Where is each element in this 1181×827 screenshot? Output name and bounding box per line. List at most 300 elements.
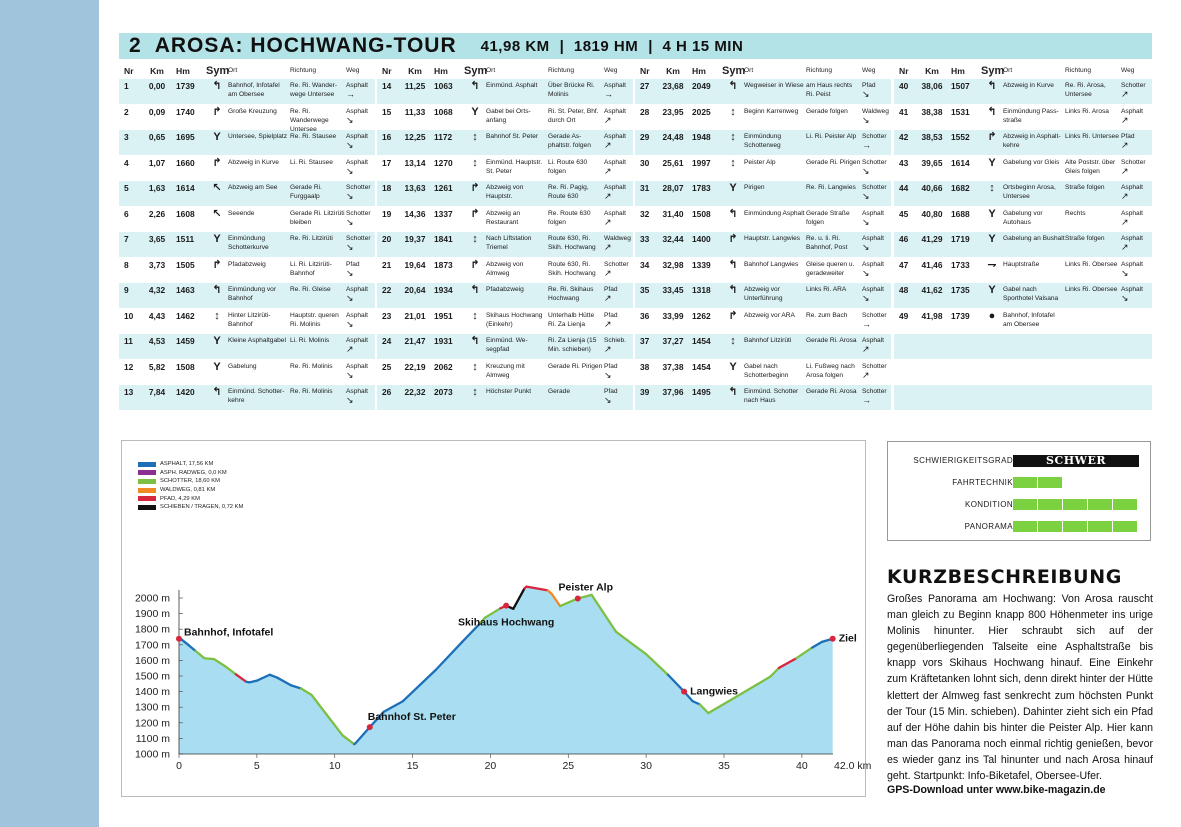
rating-segment [1063, 477, 1088, 488]
cell-weg: Asphalt ↘ [346, 158, 375, 181]
cell-hm: 1733 [951, 259, 970, 270]
table-row [377, 129, 633, 155]
cell-sym: ↱ [212, 156, 222, 169]
cell-richtung: Straße folgen [1065, 184, 1105, 191]
x-tick-label: 15 [406, 760, 419, 772]
cell-hm: 1841 [434, 234, 453, 244]
column-header-nr: Nr [899, 65, 909, 76]
cell-weg: Asphalt ↗ [604, 107, 633, 130]
cell-richtung: Gerade Ri. Pirigen [806, 158, 861, 166]
cell-richtung: Gleise queren u. geradeweiter [806, 260, 855, 277]
waypoint-label: Skihaus Hochwang [458, 616, 555, 629]
direction-arrow-icon: ↗ [604, 318, 612, 329]
cell-richtung: Re. Route 630 folgen [548, 209, 591, 226]
cell-ort: Einmünd. Asphalt [486, 82, 538, 89]
y-tick-label: 1200 m [134, 717, 170, 730]
cell-nr: 49 [899, 310, 909, 321]
direction-arrow-icon: ↘ [346, 318, 354, 329]
cell-richtung: Links Ri. Untersee [1065, 133, 1119, 140]
cell-km: 3,65 [148, 234, 166, 244]
cell-ort: Große Kreuzung [228, 107, 277, 115]
cell-km: 32,98 [662, 259, 684, 270]
rating-segment [1113, 499, 1138, 510]
cell-nr: 33 [640, 234, 650, 244]
difficulty-box [887, 441, 1151, 541]
cell-hm: 1614 [176, 183, 195, 193]
cell-nr: 47 [899, 259, 909, 270]
cell-nr: 16 [382, 132, 392, 142]
cell-nr: 15 [382, 106, 392, 117]
table-row [894, 78, 1152, 104]
direction-arrow-icon: ↘ [346, 267, 354, 278]
cell-weg: Asphalt ↘ [346, 285, 375, 308]
y-tick-label: 1600 m [134, 654, 170, 667]
cell-richtung: Gerade Ri. Furggaalp [290, 184, 322, 200]
cell-richtung [1065, 311, 1121, 334]
waypoint-marker [367, 724, 373, 730]
cell-hm: 2062 [434, 361, 453, 372]
cell-weg: Asphalt ↗ [1121, 107, 1150, 130]
cell-ort: Abzweig vor ARA [744, 311, 795, 319]
direction-arrow-icon: → [862, 395, 871, 405]
cell-ort: Abzweig von Almweg [486, 260, 524, 277]
cell-richtung: Gerade Ri. Litzirüti bleiben [290, 209, 345, 226]
cell-sym: ↱ [470, 258, 480, 271]
cell-ort: Abzweig an Restaurant [486, 209, 521, 226]
table-row [635, 155, 891, 181]
table-row [894, 333, 1152, 359]
column-header-richtung: Richtung [548, 67, 575, 74]
cell-hm: 1420 [176, 387, 195, 397]
cell-richtung: Links Ri. Obersee [1065, 286, 1118, 293]
profile-area [179, 587, 833, 754]
cell-weg: Schotter ↘ [346, 183, 375, 206]
cell-km: 11,33 [404, 106, 426, 117]
cell-hm: 1507 [951, 81, 970, 91]
cell-hm: 1682 [951, 183, 970, 193]
cell-hm: 1552 [951, 132, 970, 142]
column-header-sym: Sym [981, 64, 1005, 77]
cell-km: 37,96 [662, 387, 684, 397]
rating-segment [1038, 499, 1063, 510]
cell-sym: ↰ [470, 80, 480, 92]
table-header [894, 63, 1152, 78]
cell-weg: Asphalt ↘ [346, 132, 375, 155]
cell-hm: 1948 [692, 132, 711, 142]
cell-hm: 1508 [176, 361, 195, 372]
cell-km: 41,98 [921, 310, 943, 321]
waypoint-marker [681, 689, 687, 695]
cell-sym: Y [988, 284, 996, 296]
cell-sym: ↕ [730, 156, 736, 169]
cell-weg: Pfad ↗ [604, 285, 633, 308]
gps-download-note: GPS-Download unter www.bike-magazin.de [887, 784, 1106, 796]
cell-ort: Höchster Punkt [486, 388, 532, 395]
direction-arrow-icon: ↗ [862, 344, 870, 354]
cell-weg: Schotter → [862, 132, 891, 155]
cell-km: 22,19 [404, 361, 426, 372]
cell-km: 38,06 [921, 81, 943, 91]
cell-nr: 30 [640, 157, 650, 168]
legend-item [138, 469, 243, 478]
cell-richtung: Re. Ri. Stausee [290, 133, 337, 140]
cell-weg: Asphalt ↗ [1121, 234, 1150, 257]
cell-richtung: Re. Ri. Skihaus Hochwang [548, 286, 594, 302]
cell-sym: ↕ [472, 360, 478, 373]
table-row [377, 333, 633, 359]
legend-item [138, 503, 243, 512]
cell-km: 38,38 [921, 106, 943, 117]
x-tick-label: 5 [253, 760, 260, 772]
cell-km: 37,27 [662, 336, 684, 346]
cell-sym: ↕ [472, 156, 478, 169]
cell-sym: ↰ [728, 80, 738, 92]
cell-nr: 38 [640, 361, 650, 372]
cell-km: 1,07 [148, 157, 166, 168]
cell-km: 25,61 [662, 157, 684, 168]
difficulty-row-label: PANORAMA [964, 522, 1013, 531]
cell-km: 19,37 [404, 234, 426, 244]
rating-segment [1113, 477, 1138, 488]
cell-hm: 1339 [692, 259, 711, 270]
cell-ort: Gabelung vor Gleis [1003, 158, 1060, 166]
difficulty-row-panorama [888, 519, 1150, 534]
cell-weg: Asphalt ↘ [346, 387, 375, 410]
x-tick-label: 40 [796, 760, 808, 772]
cell-sym: Y [729, 360, 737, 373]
table-row [377, 359, 633, 385]
cell-richtung: Re. Ri. Gleise [290, 286, 331, 293]
table-row [894, 206, 1152, 232]
rating-segment [1088, 499, 1113, 510]
cell-nr: 4 [124, 157, 129, 168]
cell-nr: 9 [124, 285, 129, 295]
cell-weg: Pfad ↘ [604, 387, 633, 410]
direction-arrow-icon: ↗ [1121, 242, 1129, 252]
tour-distance: 41,98 KM [480, 37, 550, 55]
y-tick-label: 1500 m [134, 670, 170, 683]
cell-ort: Bahnhof St. Peter [486, 133, 539, 140]
cell-nr: 20 [382, 234, 392, 244]
waypoint-table-column [377, 63, 633, 409]
cell-weg: Pfad ↗ [1121, 132, 1150, 155]
cell-weg: Schotter ↘ [346, 209, 375, 232]
cell-hm: 1531 [951, 106, 970, 117]
cell-hm: 1505 [176, 259, 195, 270]
cell-richtung: Li. Ri. Stausee [290, 158, 333, 166]
cell-km: 37,38 [662, 361, 684, 372]
cell-weg: Waldweg ↗ [604, 234, 633, 257]
direction-arrow-icon: ↘ [346, 395, 354, 405]
table-row [119, 78, 375, 104]
tour-name: AROSA: HOCHWANG-TOUR [154, 34, 457, 57]
direction-arrow-icon: ↘ [862, 216, 870, 227]
cell-richtung: Li. Ri. Peister Alp [806, 133, 857, 140]
cell-ort: Bahnhof Litzirüti [744, 337, 792, 344]
cell-sym: ↕ [730, 131, 736, 143]
cell-richtung: Route 630, Ri. Skih. Hochwang [548, 260, 596, 277]
x-tick-label: 35 [718, 760, 730, 772]
direction-arrow-icon: ↘ [862, 114, 870, 125]
table-row [377, 180, 633, 206]
cell-hm: 1739 [176, 81, 195, 91]
cell-sym: Y [988, 207, 996, 220]
cell-weg: Asphalt ↗ [1121, 183, 1150, 206]
direction-arrow-icon: ↗ [346, 344, 354, 354]
cell-nr: 36 [640, 310, 650, 321]
cell-km: 11,25 [404, 81, 426, 91]
cell-weg: Schotter ↘ [862, 158, 891, 181]
cell-km: 23,95 [662, 106, 684, 117]
direction-arrow-icon: ↗ [604, 140, 612, 150]
cell-sym: ↕ [730, 105, 736, 118]
cell-weg: Schotter ↘ [346, 234, 375, 257]
cell-nr: 46 [899, 234, 909, 244]
cell-nr: 3 [124, 132, 129, 142]
cell-ort: Gabel bei Orts-anfang [486, 107, 531, 124]
legend-item [138, 477, 243, 486]
cell-weg: Asphalt ↘ [862, 234, 891, 257]
direction-arrow-icon: ↗ [604, 114, 612, 125]
cell-km: 40,66 [921, 183, 943, 193]
table-row [377, 231, 633, 257]
cell-richtung: Gerade As-phaltstr. folgen [548, 133, 591, 149]
difficulty-grade-value: SCHWER [1013, 455, 1139, 467]
direction-arrow-icon: ↘ [862, 242, 870, 252]
direction-arrow-icon: ↗ [604, 293, 612, 303]
cell-richtung: Ri. Za Lienja (15 Min. schieben) [548, 337, 597, 353]
cell-ort: Einmünd. Hauptstr. St. Peter [486, 158, 543, 175]
table-row [377, 308, 633, 334]
cell-weg: Asphalt ↗ [862, 336, 891, 359]
difficulty-row-fahrtechnik [888, 475, 1150, 490]
waypoint-label: Ziel [838, 632, 857, 645]
cell-richtung: Li. Route 630 folgen [548, 158, 588, 175]
cell-nr: 42 [899, 132, 909, 142]
cell-nr: 23 [382, 310, 392, 321]
cell-km: 33,99 [662, 310, 684, 321]
table-row [119, 333, 375, 359]
cell-richtung: Links Ri. Arosa [1065, 107, 1109, 115]
cell-ort: Kreuzung mit Almweg [486, 362, 525, 379]
cell-hm: 1508 [692, 208, 711, 219]
cell-richtung: Gerade Ri. Pirigen [548, 362, 603, 370]
table-row [377, 257, 633, 283]
rating-segment [1013, 499, 1038, 510]
cell-sym: ↱ [728, 233, 738, 245]
cell-richtung: Re. Ri. Molinis [290, 388, 333, 395]
waypoint-label: Bahnhof, Infotafel [184, 626, 274, 639]
cell-hm: 1318 [692, 285, 711, 295]
cell-sym: ↰ [470, 335, 480, 347]
cell-nr: 19 [382, 208, 392, 219]
table-row [377, 155, 633, 181]
cell-km: 3,73 [148, 259, 166, 270]
cell-ort: Ortsbeginn Arosa, Untersee [1003, 184, 1056, 200]
table-row [894, 359, 1152, 385]
cell-richtung: Gerade Straße folgen [806, 209, 850, 226]
difficulty-row-kondition [888, 497, 1150, 512]
table-row [894, 104, 1152, 130]
cell-sym: ↰ [728, 258, 738, 271]
cell-km: 19,64 [404, 259, 426, 270]
cell-hm: 1463 [176, 285, 195, 295]
cell-nr: 14 [382, 81, 392, 91]
cell-richtung: Re. u. li. Ri. Bahnhof, Post [806, 235, 848, 251]
cell-ort: Wegweiser in Wiese [744, 82, 804, 89]
legend-swatch [138, 479, 156, 484]
column-header-ort: Ort [228, 67, 238, 74]
direction-arrow-icon: ↗ [1121, 89, 1129, 99]
cell-nr: 39 [640, 387, 650, 397]
direction-arrow-icon: ↘ [862, 89, 870, 99]
waypoint-tables [119, 63, 1152, 409]
cell-nr: 32 [640, 208, 650, 219]
cell-hm: 1739 [951, 310, 970, 321]
table-row [377, 282, 633, 308]
cell-km: 2,26 [148, 208, 166, 219]
table-row [635, 257, 891, 283]
cell-sym: ↱ [212, 105, 222, 118]
cell-hm: 1934 [434, 285, 453, 295]
cell-weg: Asphalt → [346, 81, 375, 104]
cell-weg: Waldweg ↘ [862, 107, 891, 130]
tour-duration: 4 H 15 MIN [662, 37, 744, 55]
cell-ort: Einmündung Schotterkurve [228, 235, 269, 251]
cell-nr: 45 [899, 208, 909, 219]
rating-segment [1013, 521, 1038, 532]
legend-item [138, 460, 243, 469]
cell-ort: Pfadabzweig [228, 260, 266, 268]
table-row [894, 257, 1152, 283]
cell-hm: 1495 [692, 387, 711, 397]
table-row [377, 206, 633, 232]
cell-km: 23,68 [662, 81, 684, 91]
cell-hm: 1511 [176, 234, 195, 244]
cell-richtung: Re. Ri. Wander-wege Untersee [290, 82, 338, 98]
cell-hm: 2025 [692, 106, 711, 117]
direction-arrow-icon: ↗ [1121, 216, 1129, 227]
y-tick-label: 2000 m [134, 592, 170, 605]
cell-nr: 31 [640, 183, 650, 193]
cell-km: 20,64 [404, 285, 426, 295]
cell-hm: 1270 [434, 157, 453, 168]
table-row [894, 155, 1152, 181]
cell-weg: Asphalt ↘ [346, 107, 375, 130]
cell-hm: 1614 [951, 157, 970, 168]
legend-swatch [138, 470, 156, 475]
cell-nr: 25 [382, 361, 392, 372]
cell-km: 21,47 [404, 336, 426, 346]
cell-nr: 11 [124, 336, 133, 346]
table-row [119, 180, 375, 206]
direction-arrow-icon: ↘ [862, 165, 870, 176]
direction-arrow-icon: ↗ [862, 369, 870, 380]
cell-sym: ↕ [472, 386, 478, 398]
cell-nr: 35 [640, 285, 650, 295]
cell-hm: 1695 [176, 132, 195, 142]
rating-segment [1038, 477, 1063, 488]
cell-hm: 1454 [692, 361, 711, 372]
cell-hm: 1337 [434, 208, 453, 219]
cell-km: 21,01 [404, 310, 426, 321]
cell-km: 33,45 [662, 285, 684, 295]
cell-weg: Asphalt ↘ [346, 311, 375, 334]
cell-richtung: Unterhalb Hütte Ri. Za Lienja [548, 311, 595, 328]
table-row [119, 257, 375, 283]
direction-arrow-icon: → [862, 318, 871, 329]
cell-sym: Y [471, 105, 479, 118]
cell-richtung: Hauptstr. queren Ri. Molinis [290, 311, 339, 328]
cell-sym: ↕ [472, 309, 478, 322]
waypoint-label: Bahnhof St. Peter [367, 711, 456, 724]
x-axis-end-label: 42.0 km [834, 760, 872, 772]
y-tick-label: 1300 m [134, 701, 170, 714]
cell-sym: ● [988, 309, 996, 322]
cell-ort: Abzweig in Kurve [1003, 82, 1054, 89]
cell-weg: Schotter ↘ [862, 183, 891, 206]
cell-richtung: Re. zum Bach [806, 311, 848, 319]
table-row [119, 206, 375, 232]
cell-sym: ↱ [728, 309, 738, 322]
table-row [894, 129, 1152, 155]
cell-weg: Schotter → [862, 387, 891, 410]
cell-weg: Pfad ↘ [604, 362, 633, 385]
cell-km: 4,43 [148, 310, 166, 321]
column-header-weg: Weg [346, 67, 360, 74]
profile-segment [204, 658, 214, 659]
cell-ort: Einmünd. We-segpfad [486, 337, 528, 353]
cell-hm: 1068 [434, 106, 453, 117]
cell-hm: 1400 [692, 234, 711, 244]
table-row [635, 282, 891, 308]
y-tick-label: 1000 m [134, 748, 170, 761]
column-header-ort: Ort [1003, 67, 1013, 74]
cell-sym: ↱ [470, 182, 480, 194]
cell-richtung: Re. Ri. Pagig, Route 630 [548, 184, 589, 200]
direction-arrow-icon: ↗ [1121, 140, 1129, 150]
cell-weg: Schotter ↗ [604, 260, 633, 283]
cell-weg: Asphalt ↗ [604, 132, 633, 155]
cell-nr: 6 [124, 208, 129, 219]
direction-arrow-icon: ↘ [346, 242, 354, 252]
waypoint-marker [503, 603, 509, 609]
waypoint-table-column [119, 63, 375, 409]
direction-arrow-icon: ↗ [604, 191, 612, 201]
cell-km: 41,46 [921, 259, 943, 270]
table-row [377, 104, 633, 130]
waypoint-label: Langwies [690, 685, 738, 698]
cell-km: 5,82 [148, 361, 166, 372]
column-header-hm: Hm [176, 65, 190, 76]
cell-richtung: Rechts [1065, 209, 1086, 217]
direction-arrow-icon: ↘ [862, 267, 870, 278]
column-header-nr: Nr [124, 65, 134, 76]
cell-km: 0,65 [148, 132, 166, 142]
table-row [119, 104, 375, 133]
title-separator: | [648, 37, 653, 55]
column-header-richtung: Richtung [290, 67, 317, 74]
table-row [377, 78, 633, 104]
legend-label: SCHIEBEN / TRAGEN, 0,72 KM [160, 504, 244, 511]
column-header-weg: Weg [1121, 67, 1135, 74]
table-row [894, 180, 1152, 206]
cell-hm: 1688 [951, 208, 970, 219]
tour-ascent: 1819 HM [573, 37, 639, 55]
cell-km: 24,48 [662, 132, 684, 142]
column-header-richtung: Richtung [806, 67, 833, 74]
column-header-sym: Sym [206, 64, 230, 77]
